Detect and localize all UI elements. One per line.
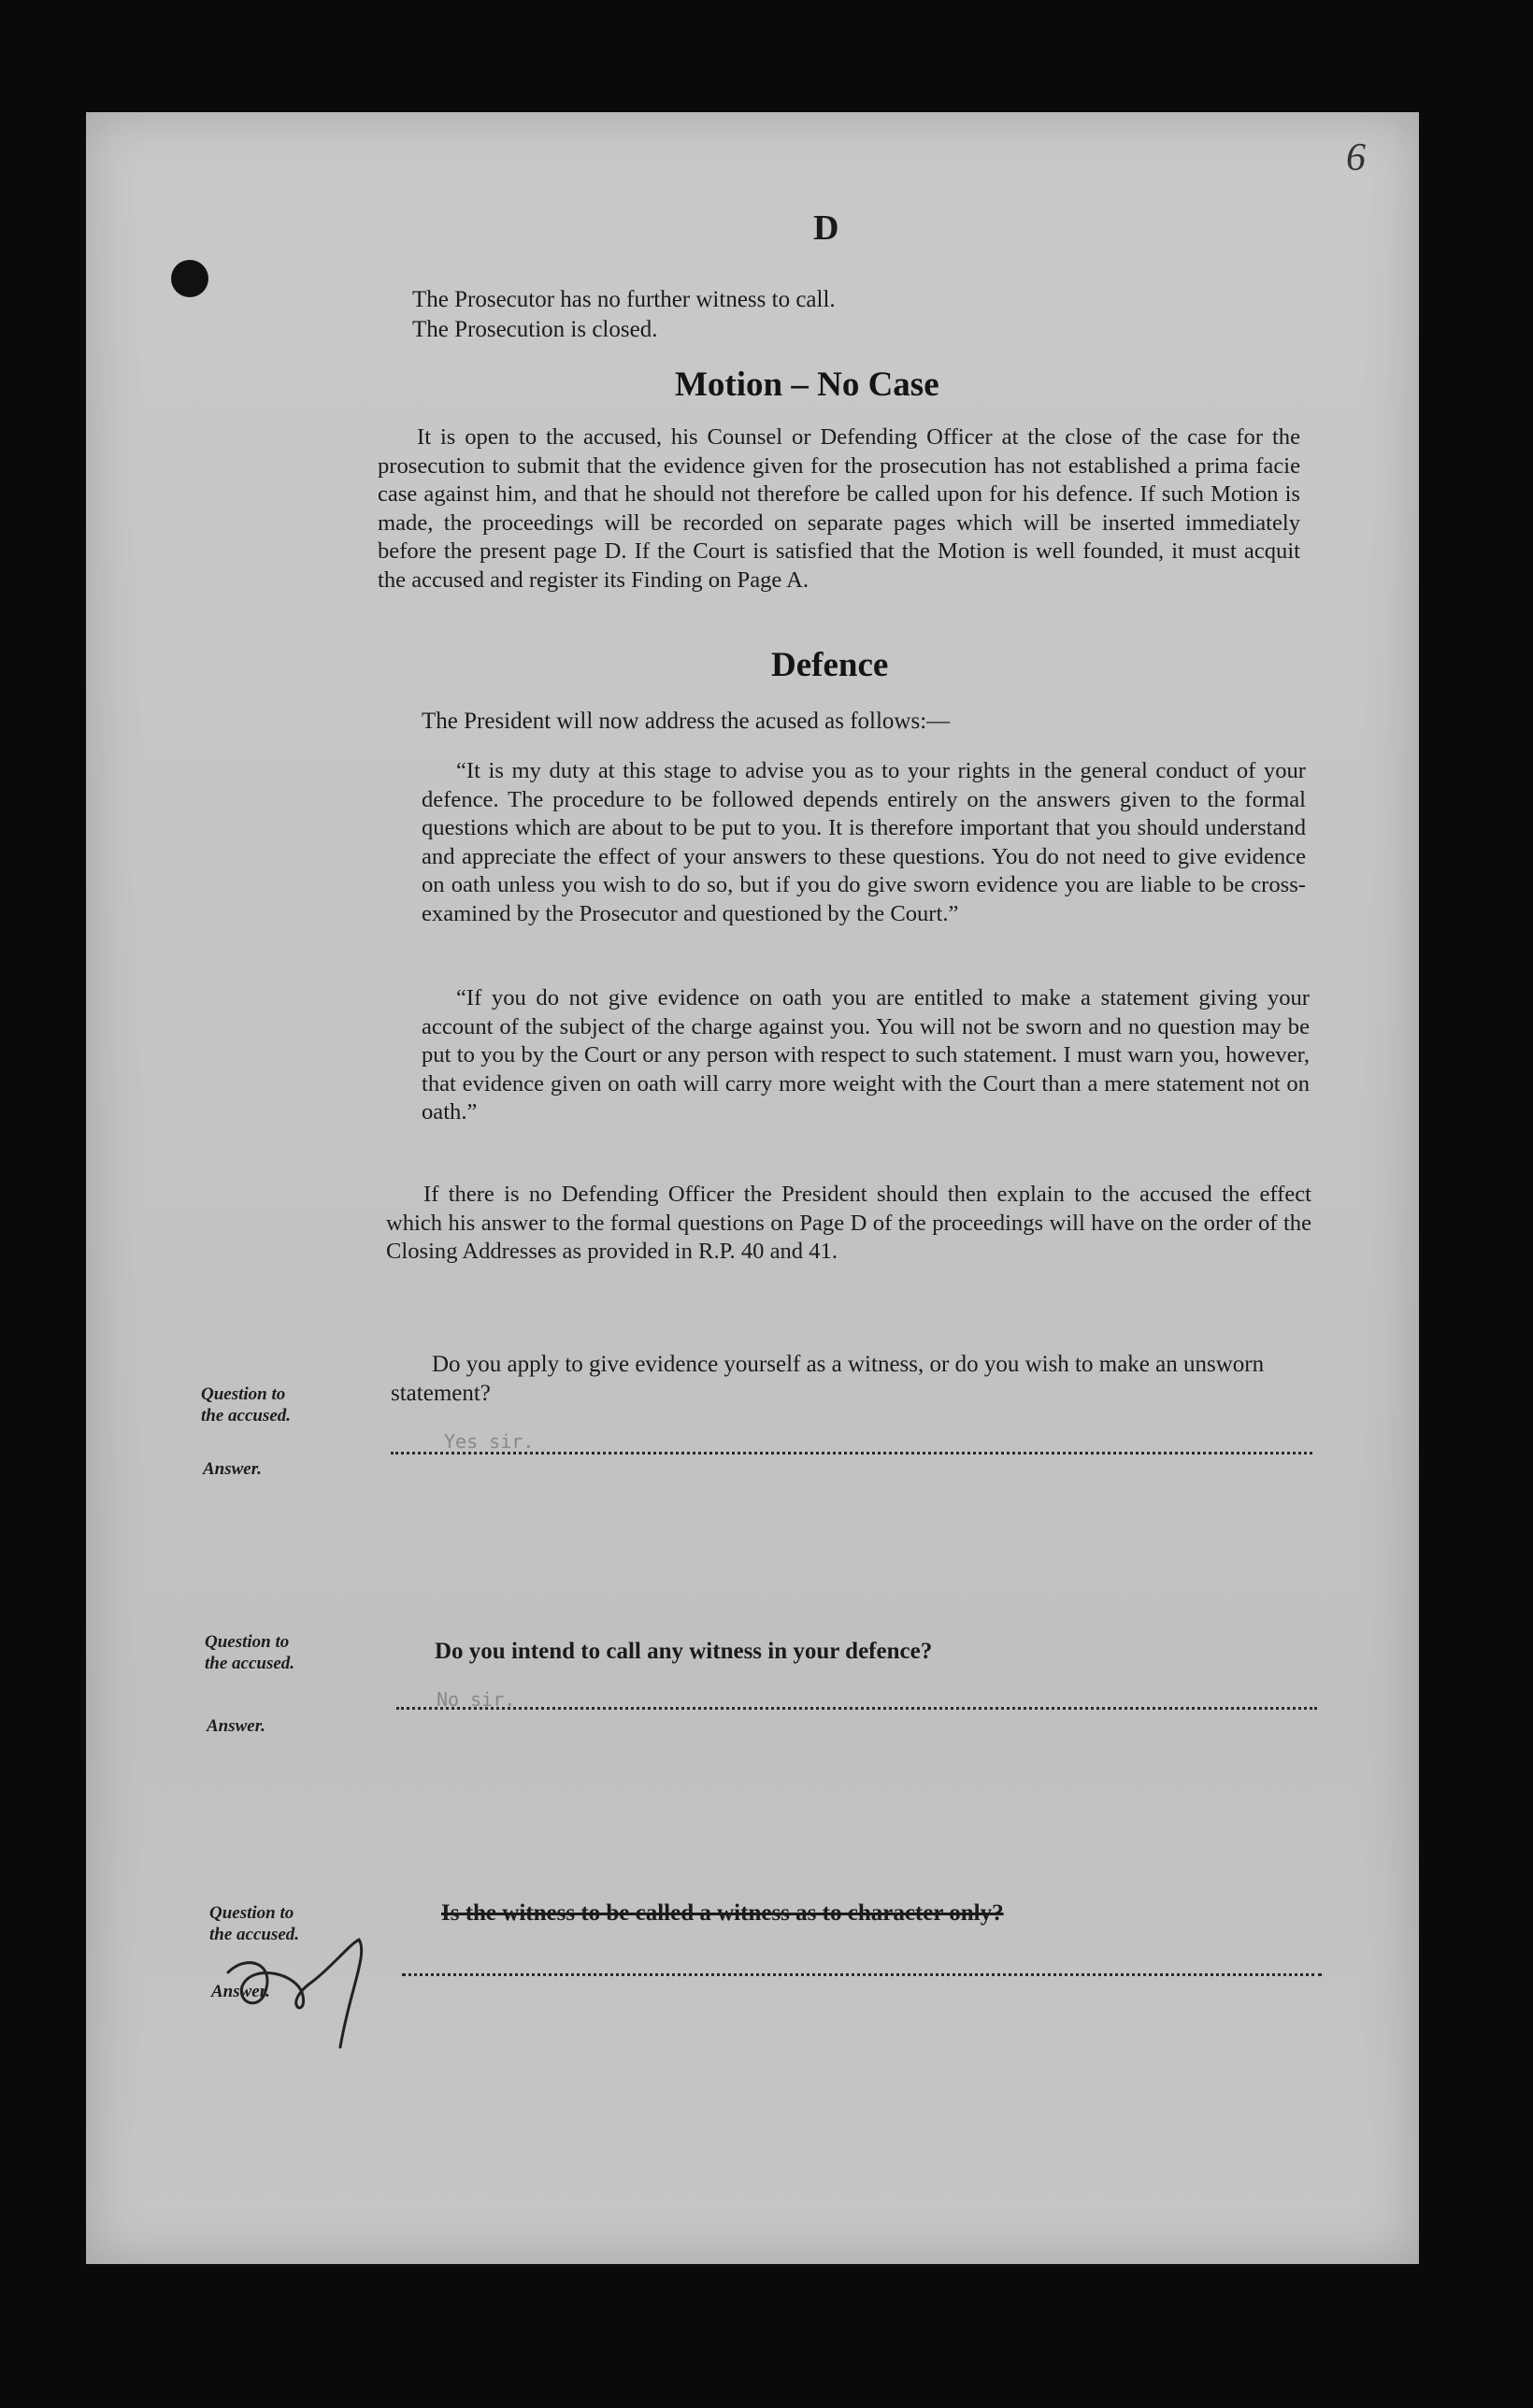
question-3-text: Is the witness to be called a witness as to character only?	[441, 1900, 1004, 1926]
section-letter: D	[813, 208, 839, 248]
question-2-text: Do you intend to call any witness in your defence?	[435, 1639, 933, 1664]
answer-label: Answer.	[207, 1716, 265, 1736]
defence-quote-2: “If you do not give evidence on oath you are entitled to make a statement giving your account of the subject of the charge against you. You will not be sworn and no question may be put to you by the Court or any person with respect to such statement. I must warn you, however, that evidence given on oath will carry more weight with the Court than a mere statement not on oath.”	[422, 985, 1310, 1125]
defence-heading: Defence	[771, 646, 889, 684]
question-label: Question to the accused.	[205, 1632, 295, 1673]
answer-2-text: No sir.	[437, 1688, 516, 1711]
punch-hole	[171, 260, 208, 297]
motion-heading: Motion – No Case	[675, 366, 939, 404]
question-label: Question to the accused.	[209, 1903, 300, 1944]
question-label: Question to the accused.	[201, 1384, 292, 1426]
answer-1-line	[391, 1452, 1312, 1455]
answer-label: Answer.	[203, 1459, 262, 1479]
prosecution-closed-line: The Prosecution is closed.	[412, 317, 658, 342]
answer-label: Answer.	[211, 1982, 270, 2001]
answer-2-line	[396, 1707, 1317, 1710]
question-1-text: Do you apply to give evidence yourself as a witness, or do you wish to make an unsworn statement?	[391, 1352, 1265, 1406]
prosecutor-line: The Prosecutor has no further witness to call.	[412, 287, 836, 312]
defence-note: If there is no Defending Officer the President should then explain to the accused the effect which his answer to the formal questions on Page D of the proceedings will have on the order of the Closing Addresses as provided in R.P. 40 and 41.	[386, 1182, 1311, 1265]
answer-3-line	[402, 1973, 1322, 1976]
answer-1-text: Yes sir.	[444, 1430, 535, 1453]
defence-intro: The President will now address the acused as follows:—	[422, 709, 951, 734]
defence-quote-1: “It is my duty at this stage to advise you as to your rights in the general conduct of your defence. The procedure to be followed depends entirely on the answers given to the formal questions which are about to be put to you. It is therefore important that you should understand and appreciate the effect of your answers to these questions. You do not need to give evidence on oath unless you wish to do so, but if you do give sworn evidence you are liable to be cross-examined by the Prosecutor and questioned by the Court.”	[422, 758, 1306, 926]
page-number: 6	[1346, 136, 1366, 179]
signature-scribble	[209, 1916, 387, 2057]
motion-paragraph: It is open to the accused, his Counsel or Defending Officer at the close of the case for the prosecution to submit that the evidence given for the prosecution has not established a prima facie case against him, and that he should not therefore be called upon for his defence. If such Motion is made, the proceedings will be recorded on separate pages which will be inserted immediately before the present page D. If the Court is satisfied that the Motion is well founded, it must acquit the accused and register its Finding on Page A.	[378, 424, 1300, 593]
